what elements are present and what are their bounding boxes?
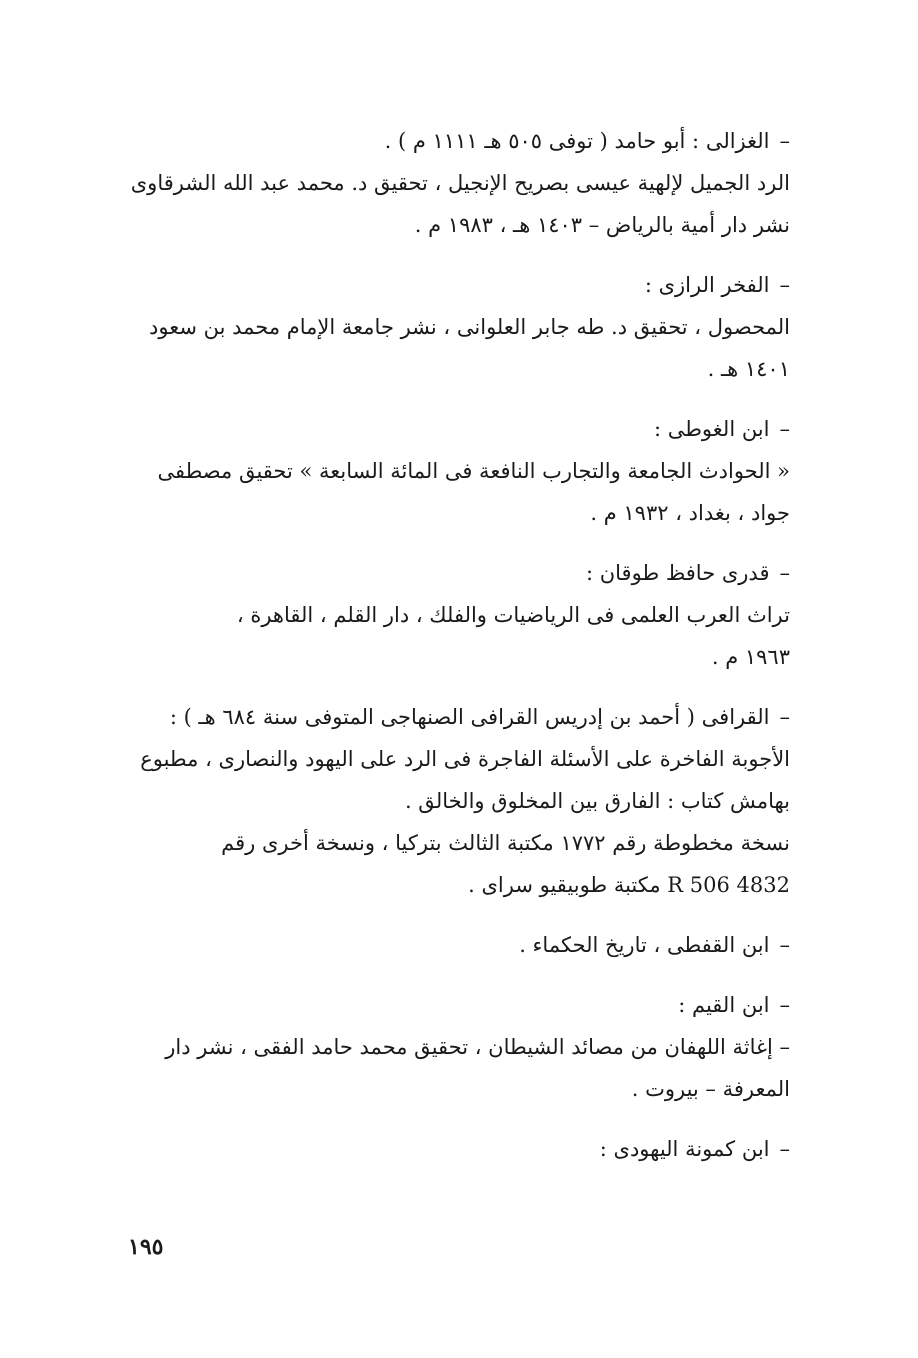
entry-line: نسخة مخطوطة رقم ١٧٧٢ مكتبة الثالث بتركيا ، ونسخة أخرى رقم bbox=[221, 831, 790, 855]
dash-marker: – bbox=[779, 561, 790, 585]
dash-marker: – bbox=[779, 933, 790, 957]
entry-line: « الحوادث الجامعة والتجارب النافعة فى المائة السابعة » تحقيق مصطفى bbox=[157, 459, 790, 483]
bibliography-page bbox=[130, 120, 790, 1188]
entry-heading: –ابن القيم : bbox=[130, 984, 790, 1026]
entry-ibn-alqifti bbox=[130, 924, 790, 966]
entry-line: جواد ، بغداد ، ١٩٣٢ م . bbox=[590, 501, 790, 525]
entry-line: تراث العرب العلمى فى الرياضيات والفلك ، دار القلم ، القاهرة ، bbox=[236, 603, 790, 627]
entry-line: ١٤٠١ هـ . bbox=[707, 357, 790, 381]
entry-line: المحصول ، تحقيق د. طه جابر العلوانى ، نشر جامعة الإمام محمد بن سعود bbox=[149, 315, 790, 339]
page-number: ١٩٥ bbox=[128, 1234, 164, 1260]
entry-qarafi bbox=[130, 696, 790, 906]
dash-marker: – bbox=[779, 273, 790, 297]
dash-marker: – bbox=[779, 417, 790, 441]
dash-marker: – bbox=[779, 1137, 790, 1161]
entry-tuqan bbox=[130, 552, 790, 678]
entry-line: 4832 R 506 مكتبة طوبيقيو سراى . bbox=[468, 873, 790, 897]
entry-razi bbox=[130, 264, 790, 390]
entry-ibn-alghuti bbox=[130, 408, 790, 534]
dash-marker: – bbox=[779, 993, 790, 1017]
entry-line: الرد الجميل لإلهية عيسى بصريح الإنجيل ، تحقيق د. محمد عبد الله الشرقاوى bbox=[130, 171, 790, 195]
entry-ghazali bbox=[130, 120, 790, 246]
entry-heading: –القرافى ( أحمد بن إدريس القرافى الصنهاجى المتوفى سنة ٦٨٤ هـ ) : bbox=[130, 696, 790, 738]
entry-line: الأجوبة الفاخرة على الأسئلة الفاجرة فى الرد على اليهود والنصارى ، مطبوع bbox=[140, 747, 790, 771]
entry-heading: –الغزالى : أبو حامد ( توفى ٥٠٥ هـ ١١١١ م ) . bbox=[130, 120, 790, 162]
entry-line: نشر دار أمية بالرياض – ١٤٠٣ هـ ، ١٩٨٣ م . bbox=[414, 213, 790, 237]
entry-line: بهامش كتاب : الفارق بين المخلوق والخالق . bbox=[404, 789, 790, 813]
entry-heading: –قدرى حافظ طوقان : bbox=[130, 552, 790, 594]
entry-ibn-alqayyim bbox=[130, 984, 790, 1110]
dash-marker: – bbox=[779, 705, 790, 729]
entry-heading: –الفخر الرازى : bbox=[130, 264, 790, 306]
entry-ibn-kammuna bbox=[130, 1128, 790, 1170]
entry-line: – إغاثة اللهفان من مصائد الشيطان ، تحقيق محمد حامد الفقى ، نشر دار bbox=[165, 1035, 790, 1059]
dash-marker: – bbox=[779, 129, 790, 153]
entry-heading: –ابن كمونة اليهودى : bbox=[130, 1128, 790, 1170]
entry-heading: –ابن الغوطى : bbox=[130, 408, 790, 450]
entry-line: المعرفة – بيروت . bbox=[631, 1077, 790, 1101]
entry-line: ١٩٦٣ م . bbox=[711, 645, 790, 669]
entry-heading: –ابن القفطى ، تاريخ الحكماء . bbox=[130, 924, 790, 966]
